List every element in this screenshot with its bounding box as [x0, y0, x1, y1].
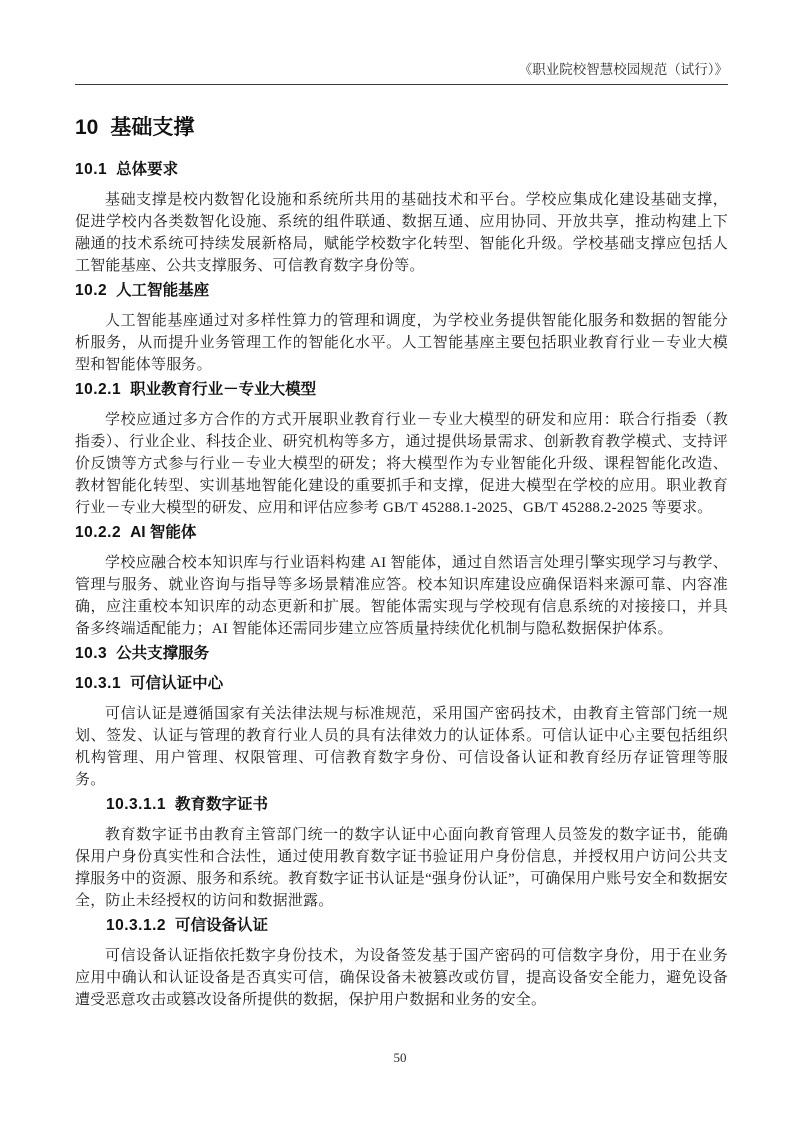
page-number: 50	[393, 1050, 407, 1065]
section-number: 10.3.1	[75, 675, 122, 692]
chapter-number: 10	[75, 116, 99, 139]
section-title: 教育数字证书	[175, 796, 269, 813]
chapter-title: 基础支撑	[110, 116, 195, 139]
page-footer	[0, 1050, 800, 1066]
section-heading-10-2-2	[75, 522, 728, 543]
running-header-title: 《职业院校智慧校园规范（试行）》	[518, 62, 728, 77]
paragraph: 学校应通过多方合作的方式开展职业教育行业－专业大模型的研发和应用：联合行指委（教指委）、行业企业、科技企业、研究机构等多方，通过提供场景需求、创新教育教学模式、支持评价反馈等方式参与行业－专业大模型的研发；将大模型作为专业智能化升级、课程智能化改造、教材智能化转型、实训基地智能化建设的重要抓手和支撑，促进大模型在学校的应用。职业教育行业－专业大模型的研发、应用和评估应参考 GB/T 45288.1-2025、GB/T 45288.2-2025 等要求。	[75, 412, 728, 516]
chapter-heading	[75, 115, 728, 141]
section-heading-10-3-1	[75, 673, 728, 694]
paragraph: 教育数字证书由教育主管部门统一的数字认证中心面向教育管理人员签发的数字证书，能确保用户身份真实性和合法性，通过使用教育数字证书验证用户身份信息，并授权用户访问公共支撑服务中的资源、服务和系统。教育数字证书认证是“强身份认证”，可确保用户账号安全和数据安全，防止未经授权的访问和数据泄露。	[75, 827, 728, 909]
section-title: 人工智能基座	[116, 282, 210, 299]
section-heading-10-1	[75, 159, 728, 180]
section-heading-10-3-1-1	[75, 794, 728, 815]
section-number: 10.3.1.2	[106, 917, 167, 934]
section-title: 总体要求	[116, 161, 179, 178]
paragraph: 人工智能基座通过对多样性算力的管理和调度，为学校业务提供智能化服务和数据的智能分析服务，从而提升业务管理工作的智能化水平。人工智能基座主要包括职业教育行业－专业大模型和智能体等服务。	[75, 313, 728, 373]
section-number: 10.1	[75, 161, 108, 178]
section-number: 10.3.1.1	[106, 796, 167, 813]
section-title: AI 智能体	[130, 524, 197, 541]
section-title: 公共支撑服务	[116, 645, 210, 662]
section-title: 职业教育行业－专业大模型	[130, 381, 317, 398]
paragraph: 基础支撑是校内数智化设施和系统所共用的基础技术和平台。学校应集成化建设基础支撑，促进学校内各类数智化设施、系统的组件联通、数据互通、应用协同、开放共享，推动构建上下融通的技术系统可持续发展新格局，赋能学校数字化转型、智能化升级。学校基础支撑应包括人工智能基座、公共支撑服务、可信教育数字身份等。	[75, 192, 728, 274]
paragraph: 可信设备认证指依托数字身份技术，为设备签发基于国产密码的可信数字身份，用于在业务应用中确认和认证设备是否真实可信，确保设备未被篡改或仿冒，提高设备安全能力，避免设备遭受恶意攻击或篡改设备所提供的数据，保护用户数据和业务的安全。	[75, 948, 728, 1008]
section-heading-10-2-1	[75, 379, 728, 400]
section-title: 可信认证中心	[130, 675, 224, 692]
paragraph: 可信认证是遵循国家有关法律法规与标准规范，采用国产密码技术，由教育主管部门统一规划、签发、认证与管理的教育行业人员的具有法律效力的认证体系。可信认证中心主要包括组织机构管理、用户管理、权限管理、可信教育数字身份、可信设备认证和教育经历存证管理等服务。	[75, 706, 728, 788]
section-heading-10-2	[75, 280, 728, 301]
running-header	[75, 0, 728, 85]
section-number: 10.3	[75, 645, 108, 662]
section-heading-10-3-1-2	[75, 915, 728, 936]
section-title: 可信设备认证	[175, 917, 269, 934]
section-number: 10.2	[75, 282, 108, 299]
paragraph: 学校应融合校本知识库与行业语料构建 AI 智能体，通过自然语言处理引擎实现学习与教学、管理与服务、就业咨询与指导等多场景精准应答。校本知识库建设应确保语料来源可靠、内容准确，应注重校本知识库的动态更新和扩展。智能体需实现与学校现有信息系统的对接接口，并具备多终端适配能力；AI 智能体还需同步建立应答质量持续优化机制与隐私数据保护体系。	[75, 555, 728, 637]
section-heading-10-3	[75, 643, 728, 664]
section-number: 10.2.2	[75, 524, 122, 541]
section-number: 10.2.1	[75, 381, 122, 398]
